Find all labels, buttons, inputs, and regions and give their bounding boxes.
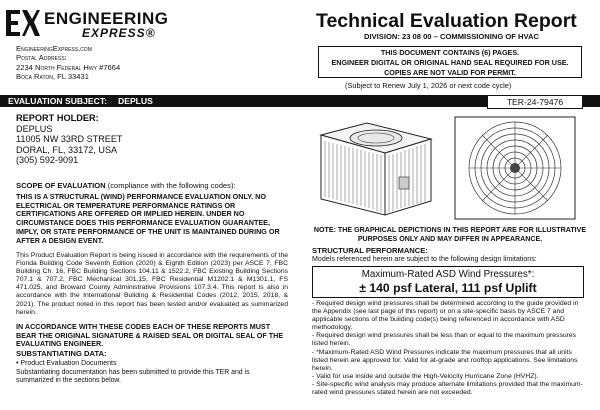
scope-disclaimer: THIS IS A STRUCTURAL (WIND) PERFORMANCE EVALUATION ONLY. NO ELECTRICAL OR TEMPERATURE PERFORMANCE RATINGS OR CERTIFICATIONS ARE OFFERED OR IMPLIED HEREIN. UNDER NO CIRCUMSTANCE DOES THIS PERFORMANCE EVALUATION GUARANTEE, IMPLY, OR STATE PERFORMANCE OF THE UNIT IS MAINTAINED DURING OR AFTER A DESIGN EVENT. <box>16 192 280 245</box>
list-item: - Valid for use inside and outside the High-Velocity Hurricane Zone (HVHZ). <box>312 372 539 380</box>
notice-line: COPIES ARE NOT VALID FOR PERMIT. <box>384 68 516 77</box>
wind-pressure-box <box>312 266 584 298</box>
graphics-disclaimer: NOTE: THE GRAPHICAL DEPICTIONS IN THIS REPORT ARE FOR ILLUSTRATIVE PURPOSES ONLY AND MAY DIFFER IN APPEARANCE. <box>313 226 587 243</box>
substantiating-item: • Product Evaluation Documents <box>16 360 117 367</box>
report-holder-line: (305) 592-9091 <box>16 155 79 166</box>
renewal-note: (Subject to Renew July 1, 2026 or next code cycle) <box>345 81 512 90</box>
notice-line: ENGINEER DIGITAL OR ORIGINAL HAND SEAL REQUIRED FOR USE. <box>331 58 569 67</box>
list-item: - Site-specific wind analysis may produce alternate limitations provided that the maximum-rated wind pressures stated herein are not exceeded. <box>312 380 583 397</box>
condenser-unit-illustration <box>315 117 437 219</box>
wind-pressure-values: ± 140 psf Lateral, 111 psf Uplift <box>359 281 537 295</box>
list-item: - Required design wind pressures shall be determined according to the guide provided in the Appendix (see last page of this report) or on a site-specific basis by ASCE 7 and applicable sections of the building code(s) being referenced in accordance with ASD methodology. <box>312 300 579 332</box>
page-title: Technical Evaluation Report <box>316 10 577 32</box>
address-line: Boca Raton, FL 33431 <box>16 71 89 81</box>
report-holder-details <box>16 124 288 166</box>
code-compliance-paragraph: This Product Evaluation Report is being issued in accordance with the requirements of the Florida Building Code Seventh Edition (2020) & Eighth Edition (2023) per ASCE 7, FBC Building Ch. 16, FBC Building Sections 104.11 & 1522.2, FBC Existing Building Sections 707.1 & 707.2, FBC Mechanical 301.15, FBC Residential M1202.1 & M1301.1, FS 471.025, and Broward County Administrative Provisions 107.3.4. This report is also in accordance with the International Building & Residential Codes (2012, 2015, 2018, & 2021). The product noted in this report has been tested and/or evaluated as summarized herein. <box>16 252 288 316</box>
wind-pressure-label: Maximum-Rated ASD Wind Pressures*: <box>361 269 535 280</box>
logo-tagline: EXPRESS® <box>82 26 156 40</box>
evaluation-subject-label: EVALUATION SUBJECT: <box>8 96 107 106</box>
report-holder-line: DEPLUS <box>16 124 53 134</box>
list-item: - Required design wind pressures shall be less than or equal to the maximum pressures listed herein. <box>312 332 577 348</box>
company-address <box>16 44 120 81</box>
list-item: - *Maximum-Rated ASD Wind Pressures indicate the maximum pressures that all units listed herein are approved for. Valid for at-grade and rooftop applications. See limitations herein. <box>312 348 578 372</box>
address-line[interactable]: EngineeringExpress.com <box>16 44 92 53</box>
substantiating-title: SUBSTANTIATING DATA: <box>16 349 107 358</box>
structural-performance-subtitle: Models referenced herein are subject to the following design limitations: <box>312 255 537 263</box>
logo-wordmark: ENGINEERING <box>44 9 169 28</box>
address-line: 2234 North Federal Hwy #7664 <box>16 62 121 72</box>
scope-title <box>16 182 288 191</box>
report-holder-title: REPORT HOLDER: <box>16 113 99 123</box>
evaluation-subject-value: DEPLUS <box>118 96 153 106</box>
structural-performance-title: STRUCTURAL PERFORMANCE: <box>312 246 428 255</box>
design-limitations-list <box>312 300 587 397</box>
report-holder-line: 11005 NW 33RD STREET <box>16 134 123 145</box>
report-holder-line: DORAL, FL, 33172, USA <box>16 144 118 155</box>
engineering-express-logo-icon <box>6 10 40 36</box>
fan-grille-illustration <box>447 115 583 221</box>
scope-title-bold: SCOPE OF EVALUATION <box>16 181 106 190</box>
address-line: Postal Address: <box>16 53 67 63</box>
ter-number: TER-24-79476 <box>487 95 583 109</box>
substantiating-body: Substantiating documentation has been submitted to provide this TER and is summarized in the sections below. <box>16 369 250 385</box>
document-notice-box <box>318 46 582 78</box>
notice-line: THIS DOCUMENT CONTAINS (6) PAGES. <box>380 48 520 57</box>
scope-title-rest: (compliance with the following codes): <box>105 181 236 190</box>
division-label: DIVISION: 23 08 00 – COMMISSIONING OF HVAC <box>364 32 539 41</box>
seal-requirement: IN ACCORDANCE WITH THESE CODES EACH OF THESE REPORTS MUST BEAR THE ORIGINAL SIGNATURE & RAISED SEAL OR DIGITAL SEAL OF THE EVALUATING ENGINEER. <box>16 322 284 349</box>
